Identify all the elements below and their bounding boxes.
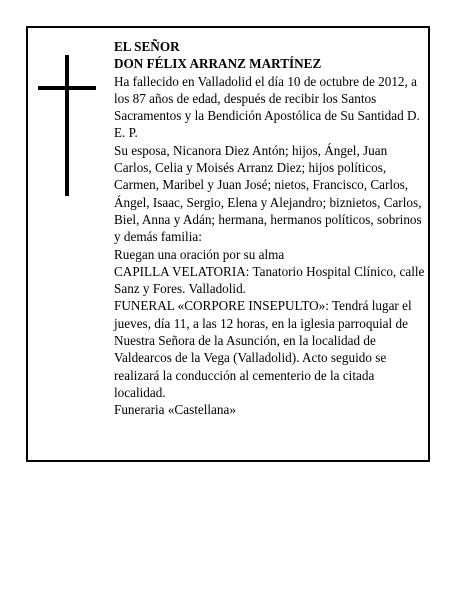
cross-icon [38,55,96,196]
obituary-text [114,38,428,419]
funeral-details: Tendrá lugar el jueves, día 11, a las 12 horas, en la iglesia parroquial de Nuestra Señora de la Asunción, en la localidad de Valdearcos de la Vega (Valladolid). Acto seguido se realizará la conducción al cementerio de la citada localidad. [114,298,412,400]
cross-vertical-bar [65,55,69,196]
honorific-heading: EL SEÑOR [114,39,180,54]
funeral-home: Funeraria «Castellana» [114,402,236,418]
funeral-info [114,297,428,401]
chapel-info: CAPILLA VELATORIA: Tanatorio Hospital Clínico, calle Sanz y Fores. Valladolid. [114,263,425,297]
funeral-label: FUNERAL «CORPORE INSEPULTO»: [114,298,329,314]
death-announcement: Ha fallecido en Valladolid el día 10 de octubre de 2012, a los 87 años de edad, después de recibir los Santos Sacramentos y la Bendición Apostólica de Su Santidad D. E. P. [114,73,420,141]
deceased-name: DON FÉLIX ARRANZ MARTÍNEZ [114,56,322,72]
family-list: Su esposa, Nicanora Diez Antón; hijos, Ángel, Juan Carlos, Celia y Moisés Arranz Diez; hijos políticos, Carmen, Maribel y Juan José; nietos, Francisco, Carlos, Ángel, Isaac, Sergio, Elena y Alejandro; biznietos, Carlos, Biel, Anna y Adán; hermana, hermanos políticos, sobrinos y demás familia: [114,142,422,245]
prayer-request: Ruegan una oración por su alma [114,246,285,262]
cross-horizontal-bar [38,86,96,90]
